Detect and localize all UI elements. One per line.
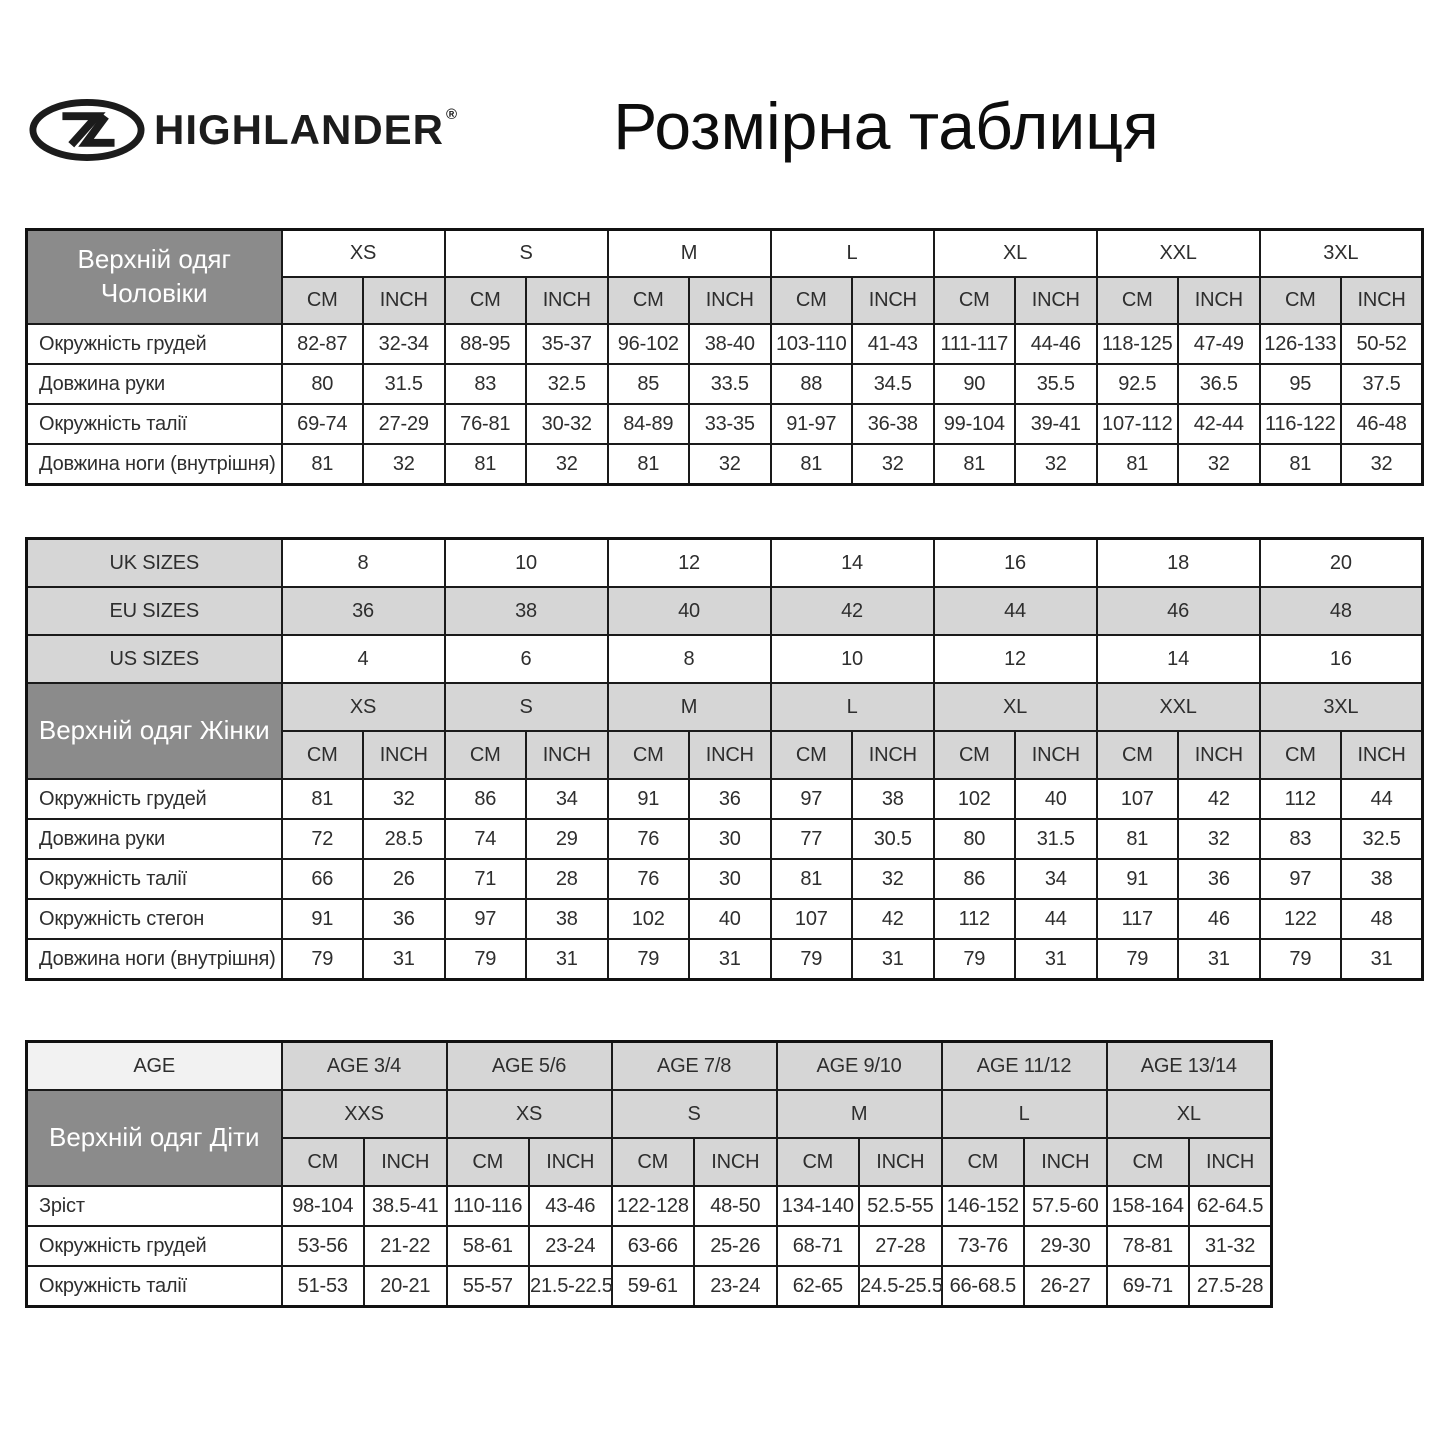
value-cm-cell: 81 (934, 444, 1016, 485)
unit-inch-cell: INCH (526, 731, 608, 779)
value-cm-cell: 81 (771, 444, 853, 485)
value-inch-cell: 47-49 (1178, 324, 1260, 364)
value-cm-cell: 76-81 (445, 404, 527, 444)
value-cm-cell: 71 (445, 859, 527, 899)
unit-inch-cell: INCH (1178, 277, 1260, 324)
value-inch-cell: 27-28 (859, 1226, 942, 1266)
unit-inch-cell: INCH (363, 731, 445, 779)
row-label-cell: Довжина руки (27, 364, 282, 404)
value-inch-cell: 62-64.5 (1189, 1186, 1272, 1226)
value-inch-cell: 32 (1178, 444, 1260, 485)
value-cm-cell: 107 (771, 899, 853, 939)
value-inch-cell: 40 (1015, 779, 1097, 819)
value-cm-cell: 90 (934, 364, 1016, 404)
unit-inch-cell: INCH (1189, 1138, 1272, 1186)
sizes-row-label-cell: EU SIZES (27, 587, 282, 635)
value-inch-cell: 20-21 (364, 1266, 447, 1307)
unit-inch-cell: INCH (1015, 731, 1097, 779)
value-cm-cell: 55-57 (447, 1266, 530, 1307)
unit-cm-cell: CM (1097, 277, 1179, 324)
value-cm-cell: 112 (1260, 779, 1342, 819)
value-cm-cell: 99-104 (934, 404, 1016, 444)
value-cm-cell: 66 (282, 859, 364, 899)
value-cm-cell: 79 (1097, 939, 1179, 980)
size-number-cell: 16 (1260, 635, 1423, 683)
value-inch-cell: 42-44 (1178, 404, 1260, 444)
row-label-cell: Окружність грудей (27, 779, 282, 819)
value-inch-cell: 38 (1341, 859, 1423, 899)
size-number-cell: 4 (282, 635, 445, 683)
value-inch-cell: 25-26 (694, 1226, 777, 1266)
value-cm-cell: 69-74 (282, 404, 364, 444)
value-cm-cell: 102 (608, 899, 690, 939)
size-number-cell: 12 (934, 635, 1097, 683)
value-cm-cell: 103-110 (771, 324, 853, 364)
row-label-cell: Зріст (27, 1186, 282, 1226)
group-label-cell: Верхній одяг Жінки (27, 683, 282, 779)
value-cm-cell: 81 (1260, 444, 1342, 485)
size-number-cell: 42 (771, 587, 934, 635)
value-cm-cell: 79 (445, 939, 527, 980)
value-inch-cell: 23-24 (694, 1266, 777, 1307)
row-label-cell: Окружність талії (27, 1266, 282, 1307)
size-header-cell: 3XL (1260, 230, 1423, 278)
unit-inch-cell: INCH (852, 277, 934, 324)
value-cm-cell: 81 (1097, 444, 1179, 485)
value-cm-cell: 92.5 (1097, 364, 1179, 404)
unit-cm-cell: CM (612, 1138, 695, 1186)
unit-cm-cell: CM (771, 277, 853, 324)
size-number-cell: 36 (282, 587, 445, 635)
value-cm-cell: 81 (282, 779, 364, 819)
value-inch-cell: 32 (1341, 444, 1423, 485)
size-number-cell: 40 (608, 587, 771, 635)
size-header-cell: XL (1107, 1090, 1272, 1138)
value-inch-cell: 36 (363, 899, 445, 939)
unit-inch-cell: INCH (859, 1138, 942, 1186)
value-cm-cell: 77 (771, 819, 853, 859)
value-inch-cell: 31.5 (1015, 819, 1097, 859)
size-header-cell: L (771, 683, 934, 731)
value-cm-cell: 81 (771, 859, 853, 899)
value-cm-cell: 122 (1260, 899, 1342, 939)
value-inch-cell: 40 (689, 899, 771, 939)
value-cm-cell: 117 (1097, 899, 1179, 939)
unit-inch-cell: INCH (1178, 731, 1260, 779)
value-inch-cell: 31 (526, 939, 608, 980)
value-inch-cell: 43-46 (529, 1186, 612, 1226)
size-number-cell: 14 (1097, 635, 1260, 683)
size-header-cell: XS (282, 683, 445, 731)
value-inch-cell: 44-46 (1015, 324, 1097, 364)
value-cm-cell: 82-87 (282, 324, 364, 364)
size-header-cell: 3XL (1260, 683, 1423, 731)
value-inch-cell: 26 (363, 859, 445, 899)
value-inch-cell: 29-30 (1024, 1226, 1107, 1266)
value-inch-cell: 32 (1178, 819, 1260, 859)
age-header-cell: AGE 5/6 (447, 1042, 612, 1091)
age-header-cell: AGE 3/4 (282, 1042, 447, 1091)
men-outerwear-table (25, 228, 1424, 486)
row-label-cell: Окружність стегон (27, 899, 282, 939)
unit-inch-cell: INCH (529, 1138, 612, 1186)
value-inch-cell: 32 (689, 444, 771, 485)
value-inch-cell: 44 (1015, 899, 1097, 939)
value-inch-cell: 37.5 (1341, 364, 1423, 404)
value-cm-cell: 91 (1097, 859, 1179, 899)
value-inch-cell: 32 (852, 859, 934, 899)
value-cm-cell: 76 (608, 819, 690, 859)
value-inch-cell: 36 (1178, 859, 1260, 899)
value-cm-cell: 81 (1097, 819, 1179, 859)
unit-cm-cell: CM (1097, 731, 1179, 779)
value-inch-cell: 31 (363, 939, 445, 980)
value-inch-cell: 31 (1178, 939, 1260, 980)
unit-cm-cell: CM (934, 277, 1016, 324)
value-inch-cell: 38.5-41 (364, 1186, 447, 1226)
value-inch-cell: 31 (1015, 939, 1097, 980)
size-header-cell: XS (447, 1090, 612, 1138)
size-number-cell: 14 (771, 539, 934, 588)
value-cm-cell: 97 (771, 779, 853, 819)
unit-cm-cell: CM (1260, 731, 1342, 779)
row-label-cell: Окружність талії (27, 859, 282, 899)
value-inch-cell: 46-48 (1341, 404, 1423, 444)
size-header-cell: M (777, 1090, 942, 1138)
sizes-row-label-cell: US SIZES (27, 635, 282, 683)
value-inch-cell: 38-40 (689, 324, 771, 364)
size-number-cell: 18 (1097, 539, 1260, 588)
value-inch-cell: 28 (526, 859, 608, 899)
value-cm-cell: 86 (934, 859, 1016, 899)
unit-cm-cell: CM (445, 731, 527, 779)
value-inch-cell: 31 (852, 939, 934, 980)
page-title: Розмірна таблиця (613, 89, 1159, 163)
value-cm-cell: 86 (445, 779, 527, 819)
value-inch-cell: 46 (1178, 899, 1260, 939)
value-inch-cell: 34.5 (852, 364, 934, 404)
value-inch-cell: 36.5 (1178, 364, 1260, 404)
size-header-cell: XL (934, 230, 1097, 278)
value-inch-cell: 36-38 (852, 404, 934, 444)
unit-cm-cell: CM (934, 731, 1016, 779)
value-inch-cell: 42 (852, 899, 934, 939)
value-inch-cell: 21-22 (364, 1226, 447, 1266)
value-inch-cell: 57.5-60 (1024, 1186, 1107, 1226)
value-cm-cell: 88-95 (445, 324, 527, 364)
row-label-cell: Окружність грудей (27, 324, 282, 364)
value-cm-cell: 78-81 (1107, 1226, 1190, 1266)
value-cm-cell: 122-128 (612, 1186, 695, 1226)
row-label-cell: Окружність талії (27, 404, 282, 444)
value-cm-cell: 118-125 (1097, 324, 1179, 364)
value-cm-cell: 110-116 (447, 1186, 530, 1226)
unit-inch-cell: INCH (1341, 731, 1423, 779)
size-number-cell: 20 (1260, 539, 1423, 588)
value-cm-cell: 107 (1097, 779, 1179, 819)
unit-inch-cell: INCH (1024, 1138, 1107, 1186)
unit-cm-cell: CM (282, 1138, 365, 1186)
size-number-cell: 44 (934, 587, 1097, 635)
value-cm-cell: 69-71 (1107, 1266, 1190, 1307)
value-inch-cell: 31-32 (1189, 1226, 1272, 1266)
value-inch-cell: 21.5-22.5 (529, 1266, 612, 1307)
brand-logo (28, 98, 458, 162)
value-cm-cell: 126-133 (1260, 324, 1342, 364)
value-inch-cell: 33.5 (689, 364, 771, 404)
value-cm-cell: 134-140 (777, 1186, 860, 1226)
unit-inch-cell: INCH (852, 731, 934, 779)
size-header-cell: L (771, 230, 934, 278)
value-inch-cell: 30 (689, 819, 771, 859)
value-cm-cell: 53-56 (282, 1226, 365, 1266)
unit-cm-cell: CM (1107, 1138, 1190, 1186)
value-inch-cell: 23-24 (529, 1226, 612, 1266)
value-cm-cell: 81 (282, 444, 364, 485)
value-inch-cell: 32 (852, 444, 934, 485)
value-cm-cell: 112 (934, 899, 1016, 939)
value-inch-cell: 32 (363, 444, 445, 485)
size-number-cell: 8 (608, 635, 771, 683)
size-number-cell: 48 (1260, 587, 1423, 635)
value-cm-cell: 79 (771, 939, 853, 980)
value-cm-cell: 79 (282, 939, 364, 980)
value-inch-cell: 48 (1341, 899, 1423, 939)
row-label-cell: Довжина ноги (внутрішня) (27, 444, 282, 485)
age-label-cell: AGE (27, 1042, 282, 1091)
value-cm-cell: 74 (445, 819, 527, 859)
value-cm-cell: 158-164 (1107, 1186, 1190, 1226)
value-cm-cell: 68-71 (777, 1226, 860, 1266)
value-inch-cell: 42 (1178, 779, 1260, 819)
value-cm-cell: 95 (1260, 364, 1342, 404)
value-inch-cell: 34 (1015, 859, 1097, 899)
unit-cm-cell: CM (608, 277, 690, 324)
value-cm-cell: 51-53 (282, 1266, 365, 1307)
value-cm-cell: 66-68.5 (942, 1266, 1025, 1307)
value-cm-cell: 80 (934, 819, 1016, 859)
value-cm-cell: 80 (282, 364, 364, 404)
value-cm-cell: 72 (282, 819, 364, 859)
size-header-cell: XS (282, 230, 445, 278)
value-inch-cell: 34 (526, 779, 608, 819)
unit-inch-cell: INCH (689, 731, 771, 779)
size-number-cell: 12 (608, 539, 771, 588)
size-header-cell: M (608, 230, 771, 278)
size-number-cell: 38 (445, 587, 608, 635)
value-inch-cell: 31.5 (363, 364, 445, 404)
value-cm-cell: 59-61 (612, 1266, 695, 1307)
unit-inch-cell: INCH (1015, 277, 1097, 324)
size-header-cell: M (608, 683, 771, 731)
unit-cm-cell: CM (1260, 277, 1342, 324)
value-inch-cell: 24.5-25.5 (859, 1266, 942, 1307)
value-inch-cell: 32 (363, 779, 445, 819)
value-inch-cell: 41-43 (852, 324, 934, 364)
unit-cm-cell: CM (447, 1138, 530, 1186)
group-label-cell: Верхній одяг Діти (27, 1090, 282, 1186)
row-label-cell: Окружність грудей (27, 1226, 282, 1266)
unit-cm-cell: CM (282, 731, 364, 779)
value-cm-cell: 81 (445, 444, 527, 485)
value-inch-cell: 31 (1341, 939, 1423, 980)
unit-inch-cell: INCH (1341, 277, 1423, 324)
value-inch-cell: 32-34 (363, 324, 445, 364)
unit-inch-cell: INCH (694, 1138, 777, 1186)
value-cm-cell: 83 (1260, 819, 1342, 859)
value-inch-cell: 35-37 (526, 324, 608, 364)
value-inch-cell: 30.5 (852, 819, 934, 859)
size-header-cell: S (445, 683, 608, 731)
age-header-cell: AGE 11/12 (942, 1042, 1107, 1091)
unit-inch-cell: INCH (363, 277, 445, 324)
age-header-cell: AGE 9/10 (777, 1042, 942, 1091)
value-cm-cell: 58-61 (447, 1226, 530, 1266)
value-cm-cell: 116-122 (1260, 404, 1342, 444)
brand-wordmark: HIGHLANDER (154, 106, 444, 153)
value-inch-cell: 29 (526, 819, 608, 859)
value-cm-cell: 84-89 (608, 404, 690, 444)
value-cm-cell: 111-117 (934, 324, 1016, 364)
size-header-cell: XXL (1097, 230, 1260, 278)
unit-cm-cell: CM (771, 731, 853, 779)
size-number-cell: 10 (445, 539, 608, 588)
sizes-row-label-cell: UK SIZES (27, 539, 282, 588)
value-cm-cell: 85 (608, 364, 690, 404)
value-cm-cell: 73-76 (942, 1226, 1025, 1266)
size-number-cell: 8 (282, 539, 445, 588)
unit-cm-cell: CM (777, 1138, 860, 1186)
value-cm-cell: 88 (771, 364, 853, 404)
highlander-oval-monogram-icon (28, 98, 146, 162)
value-cm-cell: 81 (608, 444, 690, 485)
group-label-cell: Верхній одяг Чоловіки (27, 230, 282, 325)
value-cm-cell: 91 (282, 899, 364, 939)
size-number-cell: 46 (1097, 587, 1260, 635)
value-inch-cell: 35.5 (1015, 364, 1097, 404)
unit-cm-cell: CM (282, 277, 364, 324)
size-header-cell: XL (934, 683, 1097, 731)
value-inch-cell: 30-32 (526, 404, 608, 444)
age-header-cell: AGE 7/8 (612, 1042, 777, 1091)
value-inch-cell: 32 (526, 444, 608, 485)
value-cm-cell: 97 (1260, 859, 1342, 899)
value-inch-cell: 28.5 (363, 819, 445, 859)
value-cm-cell: 96-102 (608, 324, 690, 364)
value-inch-cell: 32 (1015, 444, 1097, 485)
value-cm-cell: 97 (445, 899, 527, 939)
value-cm-cell: 62-65 (777, 1266, 860, 1307)
value-inch-cell: 30 (689, 859, 771, 899)
value-inch-cell: 31 (689, 939, 771, 980)
unit-cm-cell: CM (608, 731, 690, 779)
women-outerwear-table (25, 537, 1424, 981)
registered-trademark-symbol: ® (446, 105, 458, 123)
value-inch-cell: 44 (1341, 779, 1423, 819)
size-header-cell: S (612, 1090, 777, 1138)
value-cm-cell: 79 (608, 939, 690, 980)
value-cm-cell: 76 (608, 859, 690, 899)
unit-inch-cell: INCH (526, 277, 608, 324)
value-inch-cell: 38 (526, 899, 608, 939)
row-label-cell: Довжина руки (27, 819, 282, 859)
value-cm-cell: 63-66 (612, 1226, 695, 1266)
unit-inch-cell: INCH (364, 1138, 447, 1186)
value-inch-cell: 33-35 (689, 404, 771, 444)
value-cm-cell: 91-97 (771, 404, 853, 444)
kids-outerwear-table (25, 1040, 1273, 1308)
size-number-cell: 10 (771, 635, 934, 683)
value-inch-cell: 38 (852, 779, 934, 819)
value-cm-cell: 146-152 (942, 1186, 1025, 1226)
size-header-cell: XXS (282, 1090, 447, 1138)
value-inch-cell: 36 (689, 779, 771, 819)
value-inch-cell: 32.5 (526, 364, 608, 404)
value-inch-cell: 32.5 (1341, 819, 1423, 859)
row-label-cell: Довжина ноги (внутрішня) (27, 939, 282, 980)
value-cm-cell: 91 (608, 779, 690, 819)
value-inch-cell: 48-50 (694, 1186, 777, 1226)
value-inch-cell: 27-29 (363, 404, 445, 444)
age-header-cell: AGE 13/14 (1107, 1042, 1272, 1091)
size-header-cell: L (942, 1090, 1107, 1138)
size-header-cell: S (445, 230, 608, 278)
size-header-cell: XXL (1097, 683, 1260, 731)
unit-cm-cell: CM (942, 1138, 1025, 1186)
value-cm-cell: 102 (934, 779, 1016, 819)
value-inch-cell: 39-41 (1015, 404, 1097, 444)
value-cm-cell: 79 (934, 939, 1016, 980)
value-cm-cell: 83 (445, 364, 527, 404)
value-cm-cell: 79 (1260, 939, 1342, 980)
value-cm-cell: 98-104 (282, 1186, 365, 1226)
value-cm-cell: 107-112 (1097, 404, 1179, 444)
value-inch-cell: 27.5-28 (1189, 1266, 1272, 1307)
value-inch-cell: 26-27 (1024, 1266, 1107, 1307)
value-inch-cell: 52.5-55 (859, 1186, 942, 1226)
unit-inch-cell: INCH (689, 277, 771, 324)
size-number-cell: 16 (934, 539, 1097, 588)
unit-cm-cell: CM (445, 277, 527, 324)
size-number-cell: 6 (445, 635, 608, 683)
value-inch-cell: 50-52 (1341, 324, 1423, 364)
